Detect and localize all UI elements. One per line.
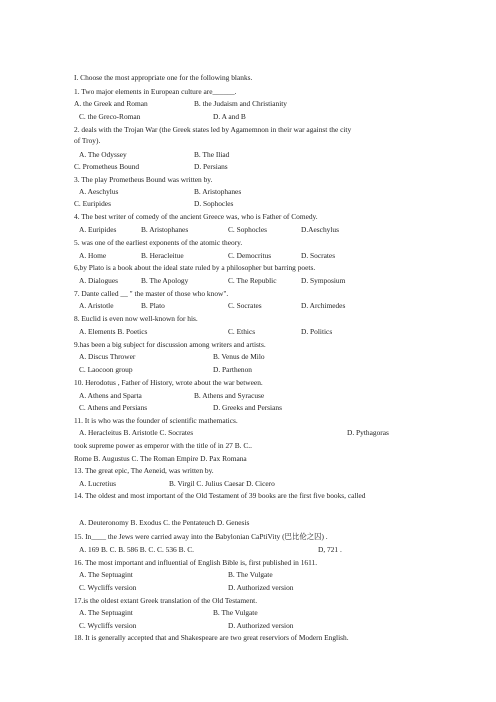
question-17-option-c: C. Wycliffs version	[79, 621, 137, 630]
question-3-option-c: C. Euripides	[74, 199, 111, 208]
question-5-option-d: D. Socrates	[301, 251, 336, 260]
question-14-options: A. Deuteronomy B. Exodus C. the Pentateuch D. Genesis	[79, 518, 250, 527]
question-13-options-bcd: B. Virgil C. Julius Caesar D. Cicero	[169, 479, 275, 488]
question-4-option-a: A. Euripides	[79, 225, 117, 234]
question-9-option-c: C. Laocoon group	[79, 365, 133, 374]
question-1-stem: 1. Two major elements in European culture are______.	[74, 87, 237, 96]
question-8-stem: 8. Euclid is even now well-known for his.	[74, 314, 198, 323]
question-15-options-abc: A. 169 B. C. B. 586 B. C. C. 536 B. C.	[79, 545, 194, 554]
question-18-stem: 18. It is generally accepted that and Shakespeare are two great reserviors of Modern English.	[74, 633, 349, 642]
question-6-stem: 6,by Plato is a book about the ideal state ruled by a philosopher but barring poets.	[74, 263, 316, 272]
question-9-option-a: A. Discus Thrower	[79, 352, 136, 361]
question-10-option-a: A. Athens and Sparta	[79, 391, 142, 400]
question-16-option-b: B. The Vulgate	[228, 570, 273, 579]
question-7-option-a: A. Aristotle	[79, 301, 114, 310]
question-7-option-b: B. Plato	[141, 301, 165, 310]
question-8-option-c: C. Ethics	[228, 327, 256, 336]
question-2-option-c: C. Prometheus Bound	[74, 162, 140, 171]
question-7-option-d: D. Archimedes	[301, 301, 346, 310]
question-9-stem: 9.has been a big subject for discussion among writers and artists.	[74, 340, 266, 349]
question-12-options: Rome B. Augustus C. The Roman Empire D. Pax Romana	[74, 454, 247, 463]
question-11-option-d: D. Pythagoras	[347, 428, 389, 437]
question-2-option-b: B. The Iliad	[194, 150, 230, 159]
question-15-option-d: D, 721 .	[318, 545, 342, 554]
question-6-option-d: D. Symposium	[301, 276, 346, 285]
question-9-option-d: D. Parthenon	[213, 365, 252, 374]
question-5-stem: 5. was one of the earliest exponents of the atomic theory.	[74, 238, 243, 247]
question-2-stem-continued: of Troy).	[74, 136, 101, 145]
question-17-stem: 17.is the oldest extant Greek translation of the Old Testament.	[74, 596, 258, 605]
question-14-stem: 14. The oldest and most important of the Old Testament of 39 books are the first five books, called	[74, 491, 366, 500]
question-17-option-d: D. Authorized version	[228, 621, 294, 630]
question-2-stem: 2. deals with the Trojan War (the Greek states led by Agamemnon in their war against the city	[74, 125, 352, 134]
question-16-option-a: A. The Septuagint	[79, 570, 133, 579]
question-13-stem: 13. The great epic, The Aeneid, was written by.	[74, 466, 214, 475]
question-1-option-c: C. the Greco-Roman	[79, 112, 141, 121]
question-12-stem: took supreme power as emperor with the title of in 27 B. C..	[74, 441, 252, 450]
question-10-option-d: D. Greeks and Persians	[213, 403, 282, 412]
question-4-stem: 4. The best writer of comedy of the ancient Greece was, who is Father of Comedy.	[74, 212, 318, 221]
question-3-option-b: B. Aristophanes	[194, 187, 242, 196]
question-1-option-b: B. the Judaism and Christianity	[194, 99, 287, 108]
question-16-stem: 16. The most important and influential of English Bible is, first published in 1611.	[74, 558, 318, 567]
question-17-option-b: B. The Vulgate	[213, 608, 258, 617]
question-3-option-d: D. Sophocles	[194, 199, 234, 208]
question-6-option-a: A. Dialogues	[79, 276, 118, 285]
question-4-option-d: D.Aeschylus	[301, 225, 339, 234]
question-13-option-a: A. Lucretius	[79, 479, 116, 488]
section-heading: I. Choose the most appropriate one for the following blanks.	[74, 73, 253, 82]
question-17-option-a: A. The Septuagint	[79, 608, 133, 617]
question-5-option-c: C. Democritus	[228, 251, 272, 260]
question-8-option-d: D. Politics	[301, 327, 333, 336]
question-7-option-c: C. Socrates	[228, 301, 262, 310]
question-2-option-d: D. Persians	[194, 162, 228, 171]
question-10-option-b: B. Athens and Syracuse	[194, 391, 265, 400]
question-16-option-c: C. Wycliffs version	[79, 583, 137, 592]
question-8-options-ab: A. Elements B. Poetics	[79, 327, 148, 336]
question-11-stem: 11. It is who was the founder of scientific mathematics.	[74, 416, 238, 425]
question-10-stem: 10. Herodotus , Father of History, wrote about the war between.	[74, 378, 263, 387]
question-16-option-d: D. Authorized version	[228, 583, 294, 592]
question-1-option-d: D. A and B	[213, 112, 246, 121]
question-10-option-c: C. Athens and Persians	[79, 403, 148, 412]
question-3-stem: 3. The play Prometheus Bound was written by.	[74, 175, 213, 184]
question-9-option-b: B. Venus de Milo	[213, 352, 265, 361]
question-7-stem: 7. Dante called __ " the master of those who know".	[74, 289, 229, 298]
question-6-option-b: B. The Apology	[141, 276, 189, 285]
question-4-option-c: C. Sophocles	[228, 225, 268, 234]
question-3-option-a: A. Aeschylus	[79, 187, 119, 196]
question-15-stem: 15. In____ the Jews were carried away into the Babylonian CaPtiVity (巴比伦之囚) .	[74, 532, 328, 541]
question-5-option-a: A. Home	[79, 251, 107, 260]
question-11-options-abc: A. Heracleitus B. Aristotle C. Socrates	[79, 428, 194, 437]
question-5-option-b: B. Heracleitue	[141, 251, 184, 260]
question-6-option-c: C. The Republic	[228, 276, 277, 285]
question-1-option-a: A. the Greek and Roman	[74, 99, 148, 108]
question-4-option-b: B. Aristophanes	[141, 225, 189, 234]
question-2-option-a: A. The Odyssey	[79, 150, 127, 159]
